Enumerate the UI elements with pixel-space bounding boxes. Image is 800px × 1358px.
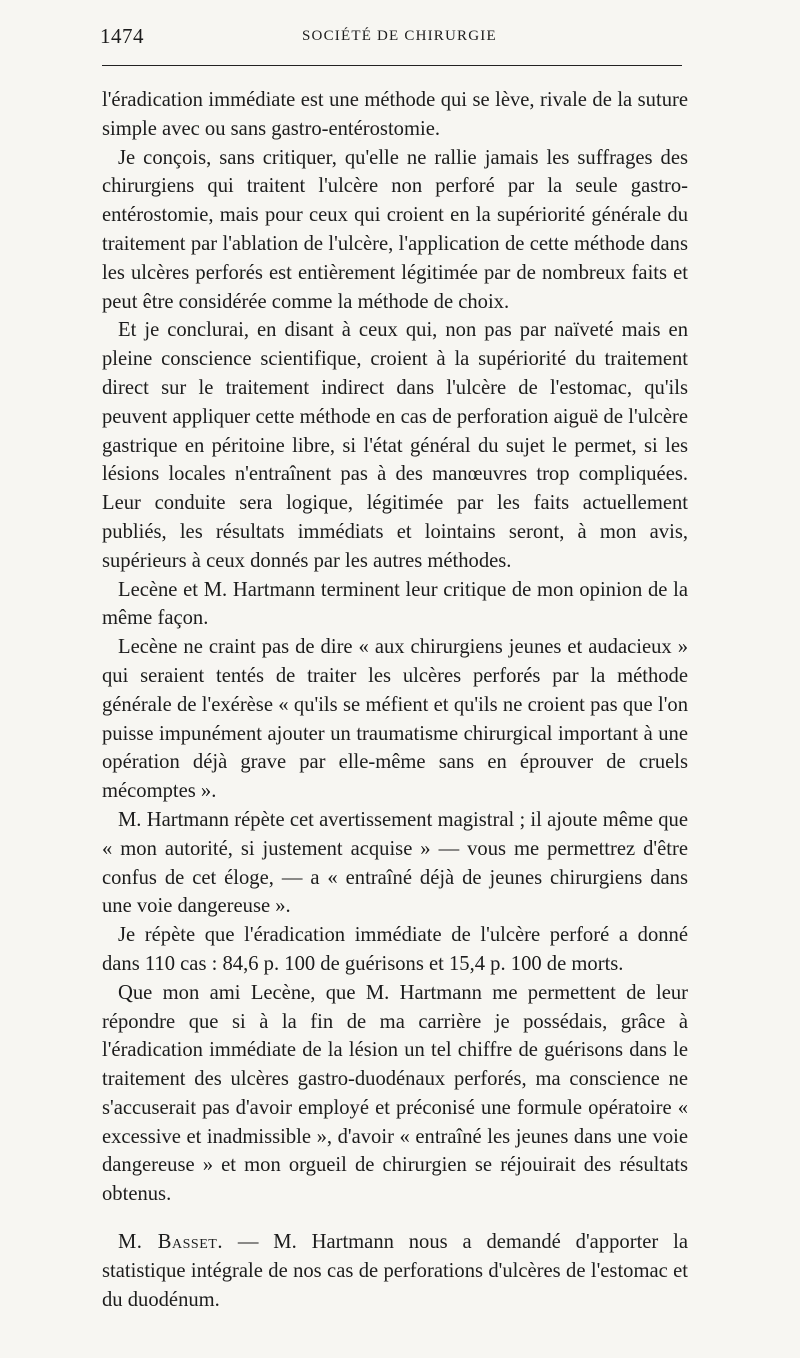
- header-rule: [102, 65, 682, 66]
- journal-title: SOCIÉTÉ DE CHIRURGIE: [302, 28, 497, 44]
- body-text: [102, 86, 688, 1209]
- page-number: 1474: [100, 24, 144, 48]
- discussion-section: [102, 1228, 688, 1315]
- running-head: [100, 24, 685, 54]
- discussion-paragraph: [102, 1228, 688, 1315]
- paragraph: Que mon ami Lecène, que M. Hartmann me permettent de leur répondre que si à la fin de ma carrière je possédais, grâce à l'éradication immédiate de la lésion un tel chiffre de guérisons dans le traitement des ulcères gastro-duodénaux perforés, ma conscience ne s'accuserait pas d'avoir employé et préconisé une formule opératoire « excessive et inadmissible », d'avoir « entraîné les jeunes dans une voie dangereuse » et mon orgueil de chirurgien se réjouirait des résultats obtenus.: [102, 981, 688, 1206]
- speaker-name: M. Basset.: [118, 1231, 223, 1253]
- discussion-text: — M. Hartmann nous a demandé d'apporter la statistique intégrale de nos cas de perforations d'ulcères de l'estomac et du duodénum.: [102, 1231, 688, 1311]
- paragraph: Je conçois, sans critiquer, qu'elle ne rallie jamais les suffrages des chirurgiens qui traitent l'ulcère non perforé par la seule gastro-entérostomie, mais pour ceux qui croient en la supériorité générale du traitement par l'ablation de l'ulcère, l'application de cette méthode dans les ulcères perforés est entièrement légitimée par de nombreux faits et peut être considérée comme la méthode de choix.: [102, 146, 688, 313]
- paragraph-continuation: l'éradication immédiate est une méthode qui se lève, rivale de la suture simple avec ou sans gastro-entérostomie.: [102, 89, 688, 140]
- paragraph: M. Hartmann répète cet avertissement magistral ; il ajoute même que « mon autorité, si justement acquise » — vous me permettrez d'être confus de cet éloge, — a « entraîné déjà de jeunes chirurgiens dans une voie dangereuse ».: [102, 808, 688, 918]
- paragraph: Je répète que l'éradication immédiate de l'ulcère perforé a donné dans 110 cas : 84,6 p. 100 de guérisons et 15,4 p. 100 de morts.: [102, 924, 688, 975]
- paragraph: Et je conclurai, en disant à ceux qui, non pas par naïveté mais en pleine conscience scientifique, croient à la supériorité du traitement direct sur le traitement indirect dans l'ulcère de l'estomac, qu'ils peuvent appliquer cette méthode en cas de perforation aiguë de l'ulcère gastrique en péritoine libre, si l'état général du sujet le permet, si les lésions locales n'entraînent pas à des manœuvres trop compliquées. Leur conduite sera logique, légitimée par les faits actuellement publiés, les résultats immédiats et lointains seront, à mon avis, supérieurs à ceux donnés par les autres méthodes.: [102, 319, 688, 572]
- paragraph: Lecène et M. Hartmann terminent leur critique de mon opinion de la même façon.: [102, 578, 688, 630]
- paragraph: Lecène ne craint pas de dire « aux chirurgiens jeunes et audacieux » qui seraient tentés de traiter les ulcères perforés par la méthode générale de l'exérèse « qu'ils se méfient et qu'ils ne croient pas que l'on puisse impunément ajouter un traumatisme chirurgical important à une opération déjà grave par elle-même sans en éprouver de cruels mécomptes ».: [102, 636, 688, 803]
